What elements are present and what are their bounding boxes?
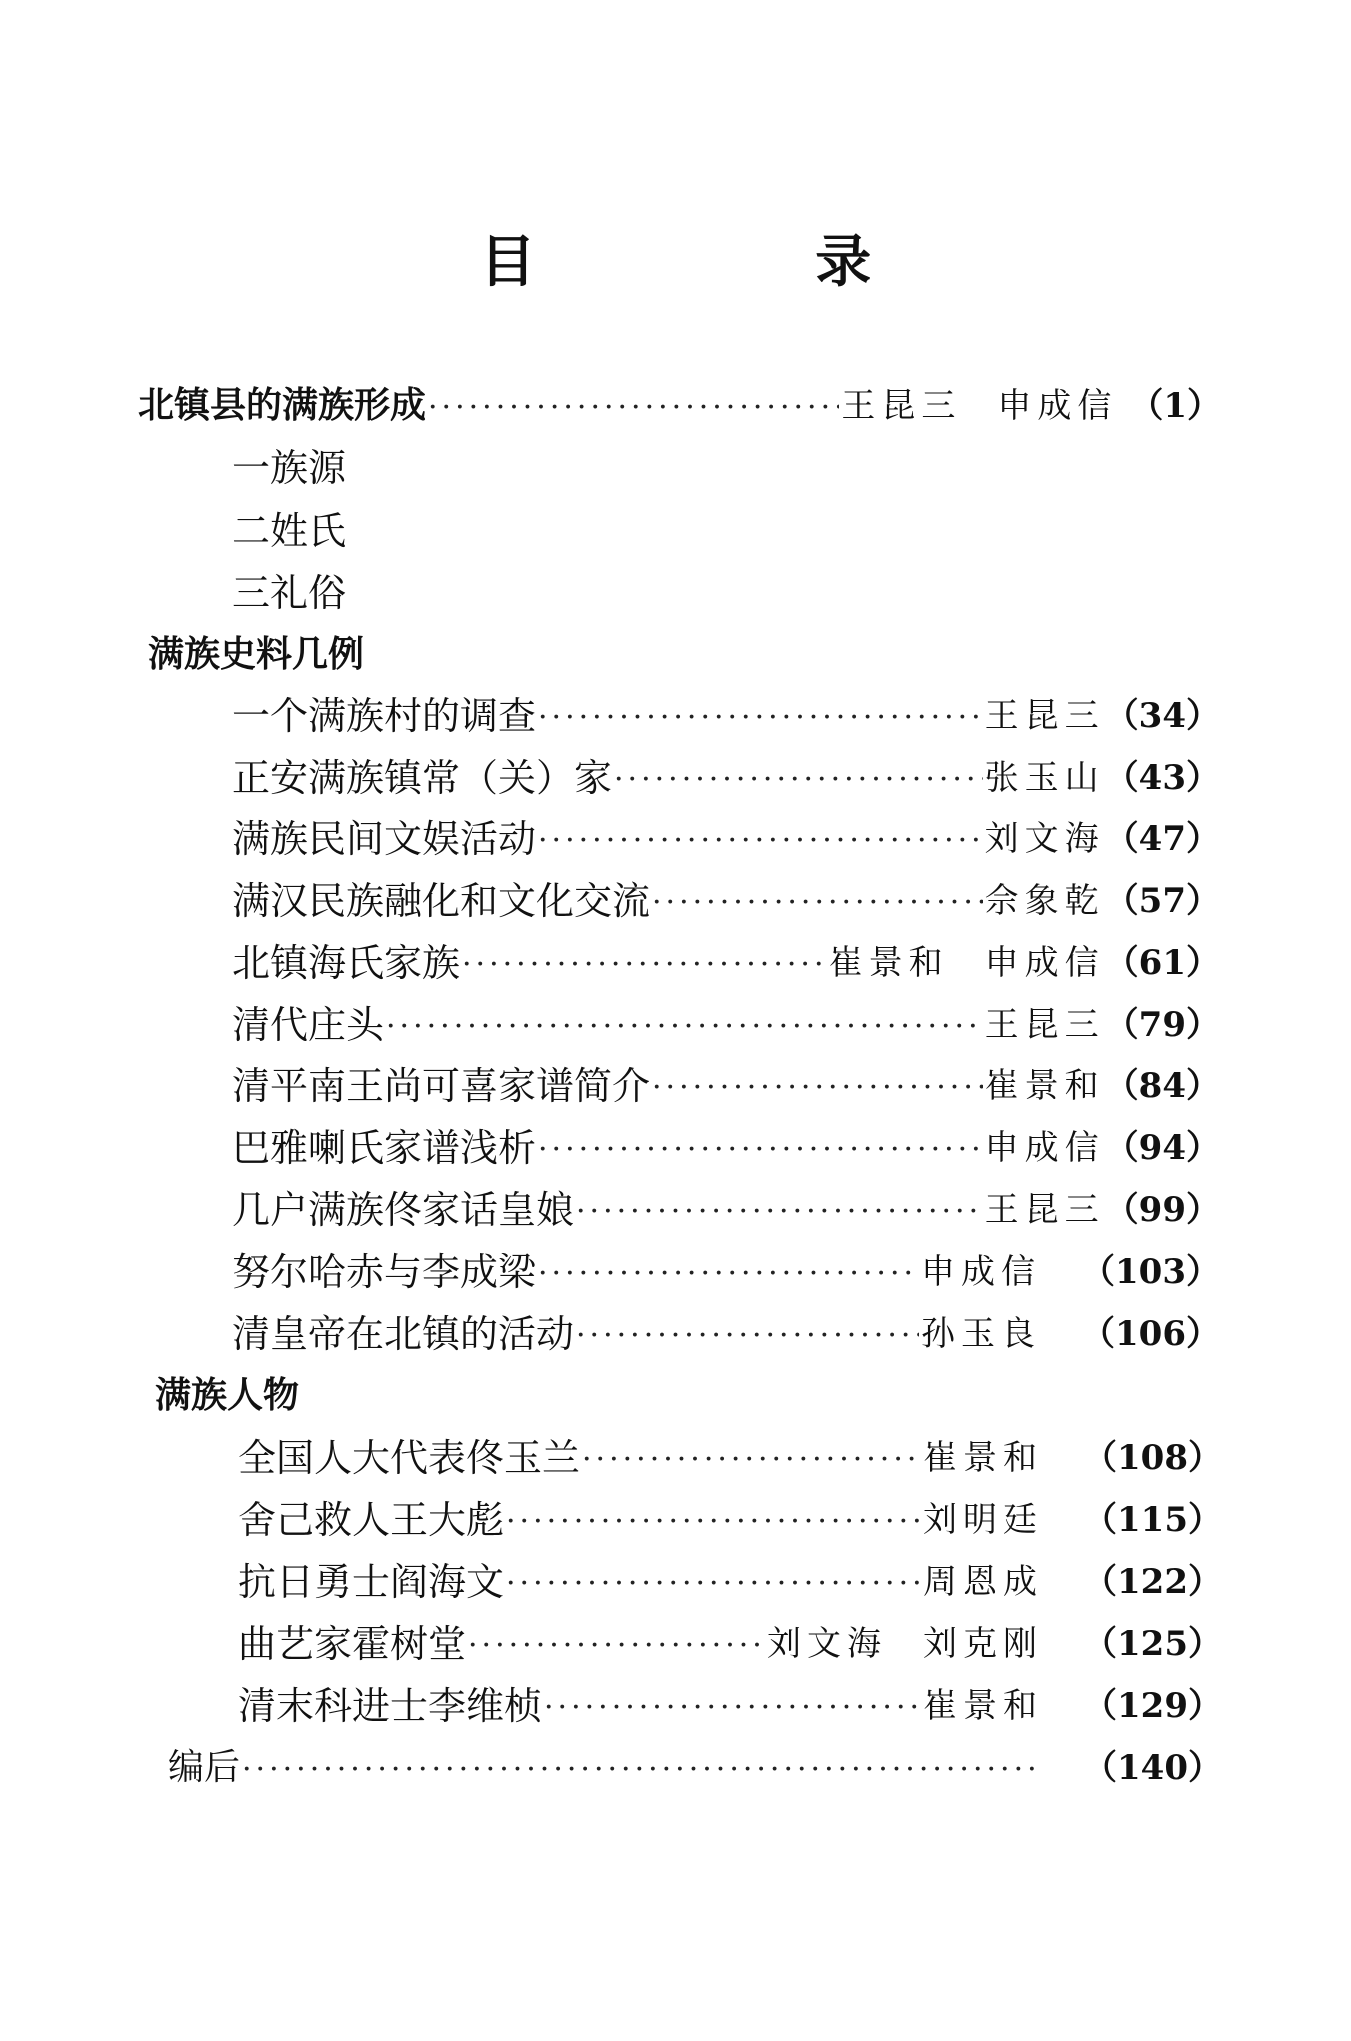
toc-entry	[232, 752, 1220, 804]
toc-entry	[232, 690, 1220, 742]
toc-entry-author: 崔景和	[984, 1066, 1105, 1106]
toc-entry-author: 申成信	[984, 1128, 1105, 1168]
toc-entry	[232, 1060, 1220, 1112]
toc-entry-author: 孙玉良	[921, 1314, 1042, 1354]
toc-entry-author: 刘文海	[767, 1624, 888, 1664]
toc-entry-author: 崔景和	[828, 943, 949, 983]
toc-entry-title: 全国人大代表佟玉兰	[238, 1436, 581, 1480]
toc-entry	[238, 1494, 1222, 1546]
toc-entry	[232, 813, 1220, 865]
toc-leader-dots	[538, 1246, 919, 1298]
toc-entry-page: （99）	[1104, 1190, 1220, 1230]
toc-entry	[232, 1122, 1220, 1174]
toc-entry	[238, 1432, 1222, 1484]
toc-entry-author: 崔景和	[923, 1686, 1044, 1726]
toc-entry-title: 舍己救人王大彪	[238, 1498, 505, 1542]
toc-entry-page: （125）	[1083, 1624, 1222, 1664]
toc-leader-dots	[242, 1742, 1041, 1794]
toc-entry	[238, 1618, 1222, 1670]
toc-entry-title: 北镇县的满族形成	[138, 385, 427, 426]
toc-entry-author: 王昆三	[984, 696, 1105, 736]
toc-leader-dots	[576, 1184, 983, 1236]
toc-leader-dots	[468, 1618, 765, 1670]
toc-entry	[232, 937, 1220, 989]
toc-entry-page: （115）	[1083, 1500, 1222, 1540]
toc-entry	[238, 1680, 1222, 1732]
toc-leader-dots	[506, 1494, 921, 1546]
toc-entry-title: 曲艺家霍树堂	[238, 1622, 467, 1666]
toc-entry-page: （61）	[1104, 943, 1220, 983]
toc-entry-title: 北镇海氏家族	[232, 941, 461, 985]
toc-entry-page: （1）	[1129, 386, 1221, 426]
toc-entry-author: 佘象乾	[984, 881, 1105, 921]
toc-entry-author: 周恩成	[923, 1562, 1044, 1602]
toc-leader-dots	[652, 1060, 983, 1112]
toc-leader-dots	[538, 690, 983, 742]
toc-entry-title: 满族史料几例	[148, 634, 365, 675]
toc-entry-page: （47）	[1104, 819, 1220, 859]
toc-entry	[232, 999, 1220, 1051]
toc-entry-author: 刘明廷	[923, 1500, 1044, 1540]
toc-section-heading	[155, 1370, 299, 1422]
toc-entry-author: 王昆三	[984, 1190, 1105, 1230]
toc-leader-dots	[652, 875, 983, 927]
toc-entry-author: 崔景和	[923, 1438, 1044, 1478]
toc-leader-dots	[576, 1308, 919, 1360]
toc-entry-page: （140）	[1083, 1748, 1222, 1788]
toc-leader-dots	[386, 999, 983, 1051]
toc-leader-dots	[428, 380, 839, 432]
toc-entry-page: （43）	[1104, 758, 1220, 798]
toc-entry-page: （106）	[1081, 1314, 1220, 1354]
toc-leader-dots	[582, 1432, 921, 1484]
toc-entry-author: 王昆三	[984, 1005, 1105, 1045]
toc-entry-title: 努尔哈赤与李成梁	[232, 1250, 537, 1294]
toc-entry-page: （103）	[1081, 1252, 1220, 1292]
toc-entry-page: （57）	[1104, 881, 1220, 921]
toc-entry-page: （108）	[1083, 1438, 1222, 1478]
toc-entry-title: 清平南王尚可喜家谱简介	[232, 1064, 651, 1108]
toc-entry-title: 二姓氏	[232, 509, 347, 553]
toc-entry-title: 正安满族镇常（关）家	[232, 756, 613, 800]
toc-section-heading	[148, 629, 364, 681]
toc-entry-title: 巴雅喇氏家谱浅析	[232, 1126, 537, 1170]
toc-leader-dots	[614, 752, 983, 804]
toc-entry-title: 几户满族佟家话皇娘	[232, 1188, 575, 1232]
toc-entry	[232, 1184, 1220, 1236]
page-title: 目 录	[479, 230, 1002, 295]
toc-entry-title: 满汉民族融化和文化交流	[232, 879, 651, 923]
toc-entry-title: 编后	[168, 1747, 241, 1788]
toc-entry-author: 王昆三	[841, 386, 962, 426]
toc-leader-dots	[538, 1122, 983, 1174]
toc-entry-author: 申成信	[984, 943, 1105, 983]
toc-entry-page: （34）	[1104, 696, 1220, 736]
toc-leader-dots	[462, 937, 827, 989]
toc-entry-title: 满族民间文娱活动	[232, 817, 537, 861]
toc-leader-dots	[544, 1680, 921, 1732]
toc-entry-page: （84）	[1104, 1066, 1220, 1106]
toc-entry-author: 刘克刚	[923, 1624, 1044, 1664]
toc-entry-author: 申成信	[921, 1252, 1042, 1292]
toc-entry-author: 申成信	[997, 386, 1118, 426]
toc-entry-page: （122）	[1083, 1562, 1222, 1602]
toc-leader-dots	[506, 1556, 921, 1608]
toc-entry-title: 满族人物	[155, 1375, 300, 1416]
toc-entry-title: 三礼俗	[232, 571, 347, 615]
toc-entry-title: 抗日勇士阎海文	[238, 1560, 505, 1604]
toc-entry-title: 清代庄头	[232, 1003, 385, 1047]
toc-entry-page: （94）	[1104, 1128, 1220, 1168]
toc-entry-title: 清末科进士李维桢	[238, 1684, 543, 1728]
toc-entry	[232, 567, 346, 619]
toc-entry-author: 张玉山	[984, 758, 1105, 798]
toc-entry	[168, 1742, 1222, 1794]
toc-entry	[232, 1246, 1220, 1298]
toc-entry	[238, 1556, 1222, 1608]
toc-entry-title: 清皇帝在北镇的活动	[232, 1312, 575, 1356]
toc-entry-title: 一个满族村的调查	[232, 694, 537, 738]
toc-entry	[232, 505, 346, 557]
toc-entry-page: （129）	[1083, 1686, 1222, 1726]
toc-leader-dots	[538, 813, 983, 865]
toc-entry-author: 刘文海	[984, 819, 1105, 859]
toc-entry	[232, 1308, 1220, 1360]
toc-entry	[232, 442, 346, 494]
toc-entry	[138, 380, 1221, 432]
toc-entry-page: （79）	[1104, 1005, 1220, 1045]
toc-entry	[232, 875, 1220, 927]
toc-entry-title: 一族源	[232, 446, 347, 490]
